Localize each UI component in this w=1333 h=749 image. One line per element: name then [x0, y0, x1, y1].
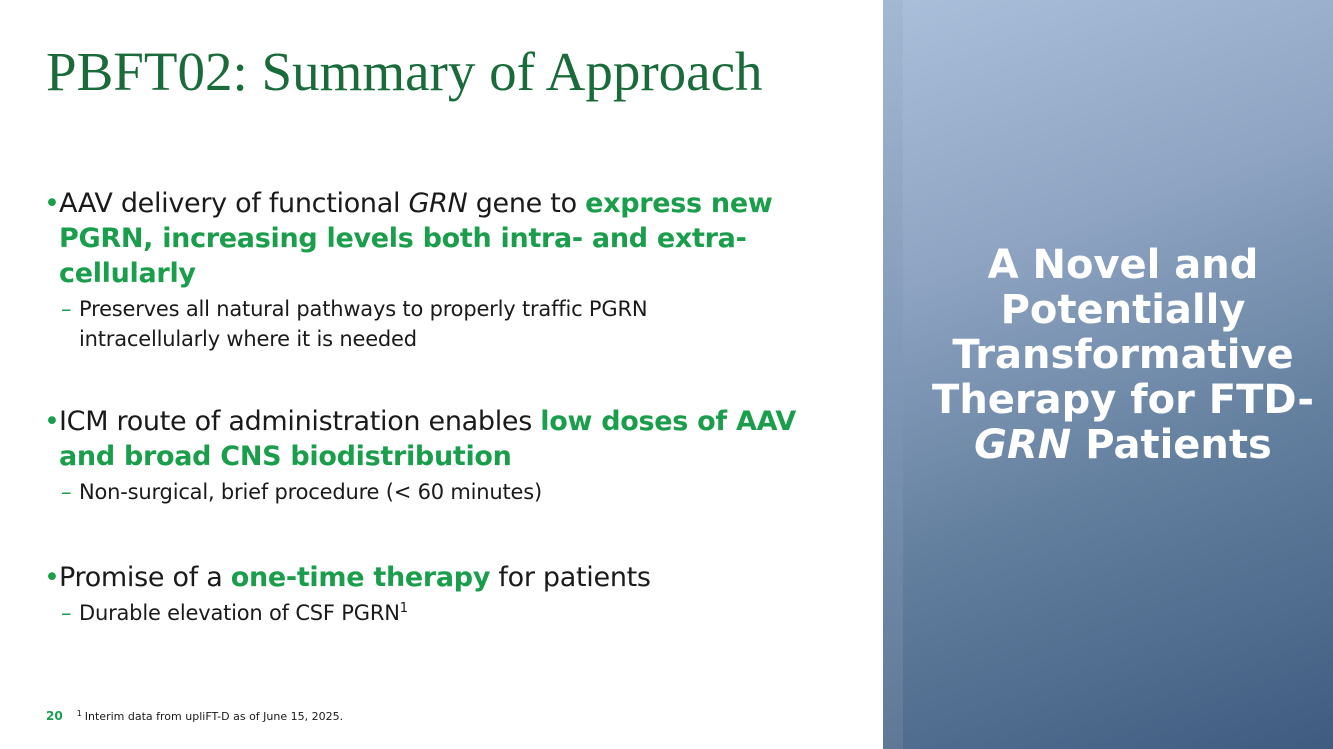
bullet-text: for patients	[490, 562, 651, 593]
bullet-text: gene to	[467, 188, 586, 219]
callout-line	[913, 423, 1333, 468]
footnote-reference: 1	[399, 601, 408, 616]
sub-bullet-pathways	[44, 294, 844, 354]
bullet-highlight: and broad CNS biodistribution	[59, 441, 512, 472]
gene-name: GRN	[408, 188, 468, 219]
callout-line-rest: Patients	[1071, 422, 1272, 468]
footnote-text: Interim data from upliFT-D as of June 15, 2025.	[84, 710, 344, 723]
footnote-marker: 1	[76, 709, 82, 718]
sub-bullet-marker: –	[61, 480, 72, 504]
callout-line: Potentially	[1000, 287, 1246, 333]
callout-panel	[883, 0, 1333, 749]
callout-line: Transformative	[952, 332, 1294, 378]
sub-bullet-procedure	[44, 477, 844, 507]
sub-bullet-marker: –	[61, 601, 72, 625]
sub-bullet-durable-elevation	[44, 598, 844, 628]
bullet-highlight: express new	[585, 188, 773, 219]
bullet-highlight: low doses of AAV	[540, 406, 796, 437]
callout-text	[913, 243, 1333, 468]
sub-bullet-text: Non-surgical, brief procedure (< 60 minutes)	[79, 480, 542, 504]
bullet-marker: •	[44, 406, 60, 437]
sub-bullet-text: Durable elevation of CSF PGRN	[79, 601, 400, 625]
bullet-marker: •	[44, 188, 60, 219]
page-number: 20	[46, 709, 63, 723]
bullet-item-one-time-therapy	[44, 560, 844, 595]
sub-bullet-text: Preserves all natural pathways to properly traffic PGRN	[79, 297, 648, 321]
sub-bullet-text: intracellularly where it is needed	[79, 327, 417, 351]
bullet-marker: •	[44, 562, 60, 593]
callout-line: A Novel and	[987, 242, 1259, 288]
panel-edge-accent	[883, 0, 903, 749]
slide-title: PBFT02: Summary of Approach	[46, 41, 763, 102]
callout-line: Therapy for FTD-	[932, 377, 1314, 423]
slide-footer	[46, 707, 343, 724]
bullet-highlight: PGRN, increasing levels both intra- and extra-cellularly	[59, 223, 747, 289]
bullet-text: Promise of a	[59, 562, 231, 593]
callout-gene-name: GRN	[974, 422, 1072, 468]
bullet-item-aav-delivery	[44, 186, 844, 291]
bullet-list	[44, 186, 844, 628]
bullet-highlight: one-time therapy	[230, 562, 491, 593]
sub-bullet-marker: –	[61, 297, 72, 321]
bullet-text: AAV delivery of functional	[59, 188, 409, 219]
bullet-text: ICM route of administration enables	[59, 406, 541, 437]
bullet-item-icm-route	[44, 404, 844, 474]
